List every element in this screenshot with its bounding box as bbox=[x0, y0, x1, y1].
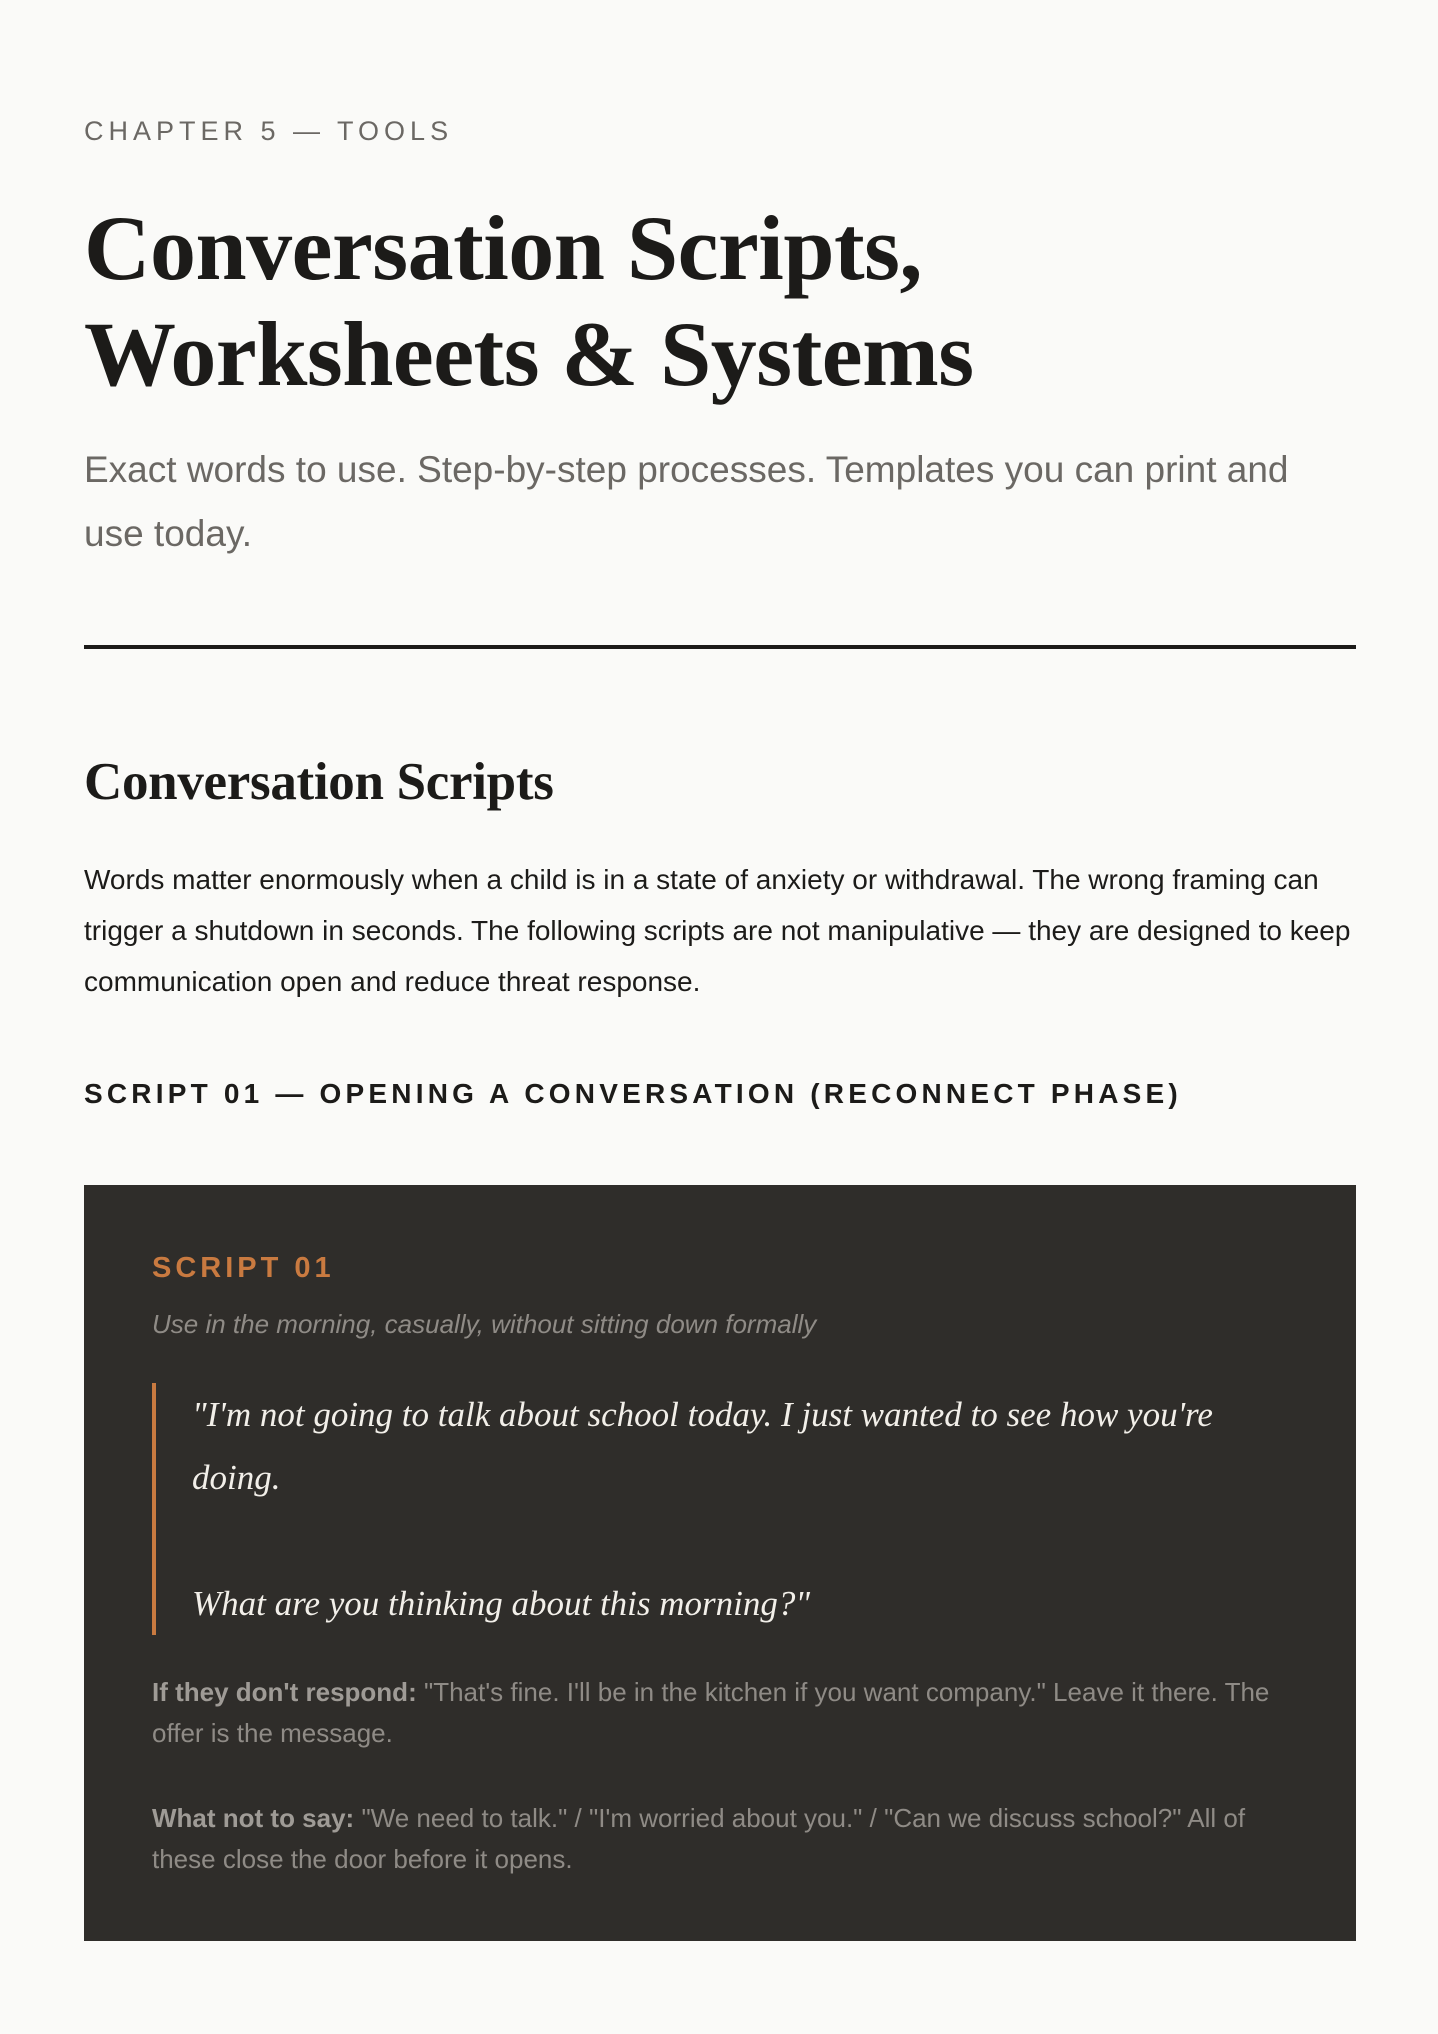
page-title bbox=[84, 195, 1284, 407]
page-subtitle: Exact words to use. Step-by-step processes. Templates you can print and use today. bbox=[84, 449, 1289, 554]
quote-line-1: "I'm not going to talk about school today. I just wanted to see how you're doing. bbox=[192, 1395, 1213, 1497]
if-no-response-paragraph bbox=[152, 1672, 1292, 1754]
script-card-label: SCRIPT 01 bbox=[152, 1252, 335, 1284]
section-intro: Words matter enormously when a child is in a state of anxiety or withdrawal. The wrong framing can trigger a shutdown in seconds. The following scripts are not manipulative — they are designed to keep communication open and reduce threat response. bbox=[84, 864, 1351, 997]
if-no-response-label: If they don't respond: bbox=[152, 1677, 417, 1707]
what-not-to-say-text: "We need to talk." / "I'm worried about you." / "Can we discuss school?" All of these close the door before it opens. bbox=[152, 1803, 1246, 1874]
what-not-to-say-paragraph bbox=[152, 1798, 1292, 1880]
script-quote bbox=[152, 1383, 1282, 1635]
divider-rule bbox=[84, 645, 1356, 649]
script-heading: SCRIPT 01 — OPENING A CONVERSATION (RECONNECT PHASE) bbox=[84, 1078, 1182, 1109]
if-no-response-text: "That's fine. I'll be in the kitchen if you want company." Leave it there. The offer is the message. bbox=[152, 1677, 1270, 1748]
section-title: Conversation Scripts bbox=[84, 753, 554, 811]
quote-line-2: What are you thinking about this morning?" bbox=[192, 1584, 811, 1623]
script-card bbox=[84, 1185, 1356, 1941]
title-line-1: Conversation Scripts, bbox=[84, 197, 922, 299]
title-line-2: Worksheets & Systems bbox=[84, 303, 974, 405]
script-usage-note: Use in the morning, casually, without sitting down formally bbox=[152, 1309, 817, 1339]
what-not-to-say-label: What not to say: bbox=[152, 1803, 355, 1833]
chapter-eyebrow: CHAPTER 5 — TOOLS bbox=[84, 116, 454, 146]
